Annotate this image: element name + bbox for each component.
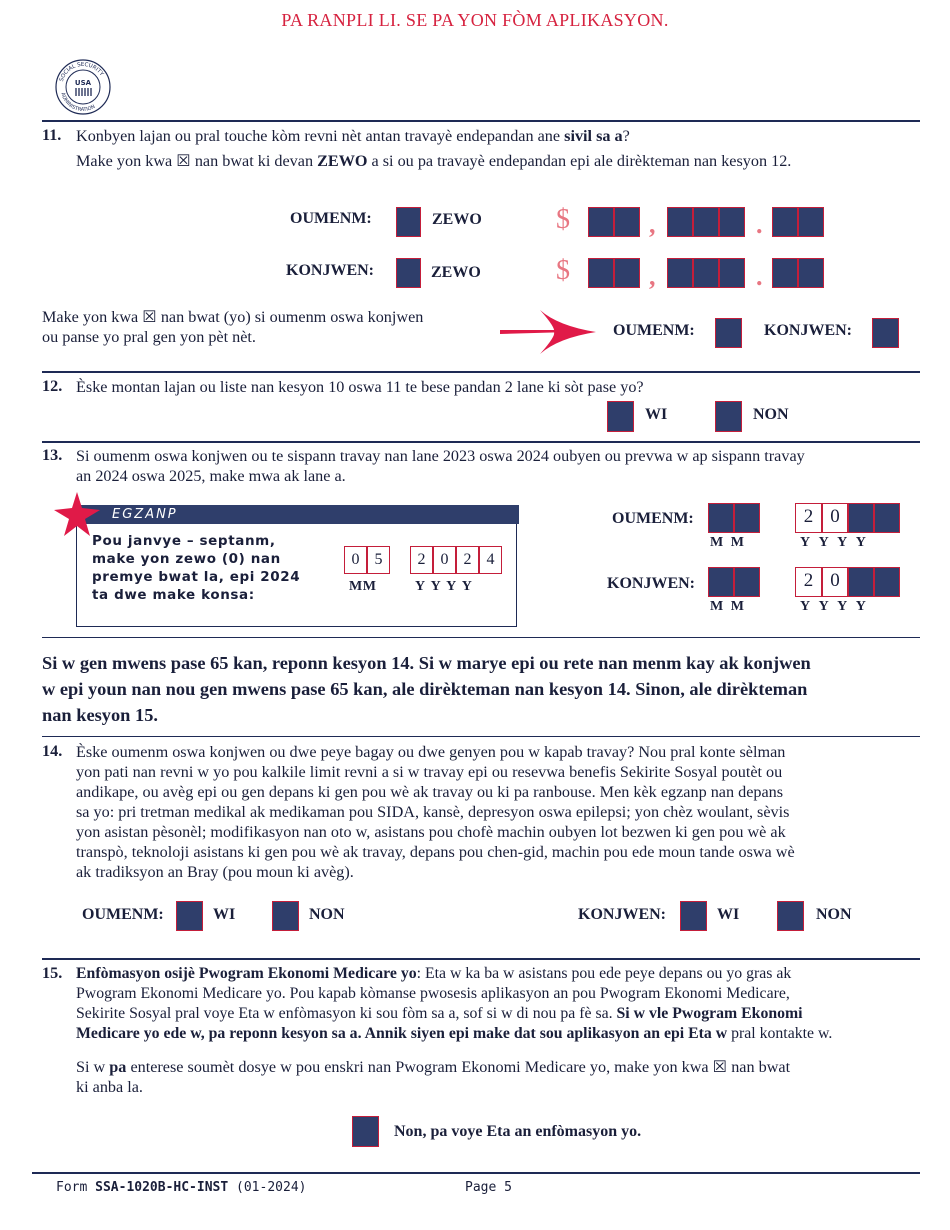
q15-opt-out-checkbox[interactable]: [352, 1116, 379, 1147]
oumenm-year-digit[interactable]: 0: [822, 503, 848, 533]
q14-oumenm-non-checkbox[interactable]: [272, 901, 299, 931]
mm-caption: M M: [710, 599, 745, 614]
oumenm-year-digit[interactable]: [848, 503, 874, 533]
q14-line: transpò, teknoloji asistans ki gen pou wè ak travay, depans pou chen-gid, machin pou ede moun tande oswa wè: [76, 843, 795, 861]
q14-line: Èske oumenm oswa konjwen ou dwe peye bagay ou dwe genyen pou w kapab travay? Nou pral konte sèlman: [76, 743, 786, 761]
q15-line: Medicare yo ede w, pa reponn kesyon sa a. Annik siyen epi make dat sou aplikasyon an epi Eta w pral kontakte w.: [76, 1025, 833, 1042]
divider: [42, 958, 920, 960]
konjwen-zewo-checkbox[interactable]: [396, 258, 421, 288]
q13-text-2: an 2024 oswa 2025, make mwa ak lane a.: [76, 467, 346, 485]
divider: [42, 441, 920, 443]
oumenm-label: OUMENM:: [612, 510, 694, 527]
example-year-digit: 4: [479, 546, 502, 574]
q14-number: 14.: [42, 742, 63, 760]
konjwen-label: KONJWEN:: [578, 906, 666, 923]
example-line: premye bwat la, epi 2024: [92, 569, 301, 585]
yyyy-caption: Y Y Y Y: [800, 535, 867, 550]
skip-instruction: [42, 650, 932, 728]
example-line: ta dwe make konsa:: [92, 587, 255, 603]
konjwen-year-digit[interactable]: [848, 567, 874, 597]
checkbox-x-icon: ☒: [712, 1058, 728, 1076]
q12-non-checkbox[interactable]: [715, 401, 742, 432]
oumenm-net-loss-checkbox[interactable]: [715, 318, 742, 348]
period-separator: .: [756, 210, 763, 239]
q15-number: 15.: [42, 964, 63, 982]
example-mm-caption: MM: [349, 579, 377, 594]
konjwen-amount-digit[interactable]: [719, 258, 745, 288]
q12-text: Èske montan lajan ou liste nan kesyon 10 oswa 11 te bese pandan 2 lane ki sòt pase yo?: [76, 378, 644, 396]
oumenm-zewo-checkbox[interactable]: [396, 207, 421, 237]
example-year-digit: 2: [410, 546, 433, 574]
divider: [42, 736, 920, 737]
oumenm-month-digit[interactable]: [708, 503, 734, 533]
oumenm-year-digit[interactable]: 2: [795, 503, 822, 533]
footer-page-number: Page 5: [465, 1180, 512, 1195]
svg-text:SOCIAL SECURITY: SOCIAL SECURITY: [58, 61, 105, 83]
oumenm-amount-digit[interactable]: [719, 207, 745, 237]
konjwen-amount-digit[interactable]: [693, 258, 719, 288]
example-line: make yon zewo (0) nan: [92, 551, 281, 567]
q14-line: yon asistan pèsonèl; modifikasyon nan oto w, asistans pou chofè machin oubyen lot bezwen ki gen pou wè ak: [76, 823, 786, 841]
konjwen-net-loss-checkbox[interactable]: [872, 318, 899, 348]
q14-line: yon pati nan revni w yo pou kalkile limit revni a si w travay epi ou resevwa benefis Sekirite Sosyal poutèt ou: [76, 763, 783, 781]
wi-label: WI: [645, 406, 668, 423]
oumenm-amount-digit[interactable]: [614, 207, 640, 237]
konjwen-amount-digit[interactable]: [772, 258, 798, 288]
q14-konjwen-wi-checkbox[interactable]: [680, 901, 707, 931]
q15-paragraph-2: [76, 1057, 790, 1097]
checkbox-x-icon: ☒: [142, 308, 157, 326]
q15-line: Pwogram Ekonomi Medicare yo. Pou kapab kòmanse pwosesis aplikasyon an pou Pwogram Ekonomi Medicare,: [76, 985, 790, 1002]
period-separator: .: [756, 262, 763, 291]
q14-line: sa yo: pri tretman medikal ak medikaman pou SIDA, kansè, depresyon oswa epilepsi; yon chèz woulant, sèvis: [76, 803, 790, 821]
non-label: NON: [816, 906, 852, 923]
konjwen-year-digit[interactable]: 2: [795, 567, 822, 597]
q14-text: [76, 742, 795, 882]
instruction-line: Si w gen mwens pase 65 kan, reponn kesyon 14. Si w marye epi ou rete nan menm kay ak konjwen: [42, 653, 811, 673]
q15-line: Si w pa enterese soumèt dosye w pou enskri nan Pwogram Ekonomi Medicare yo, make yon kwa ☒ nan bwat: [76, 1058, 791, 1076]
divider: [42, 120, 920, 122]
svg-text:ADMINISTRATION: ADMINISTRATION: [59, 92, 97, 114]
q11-text: Konbyen lajan ou pral touche kòm revni nèt antan travayè endepandan ane sivil sa a?: [76, 127, 630, 145]
arrow-right-icon: [498, 308, 598, 356]
konjwen-label: KONJWEN:: [607, 575, 695, 592]
oumenm-amount-digit[interactable]: [667, 207, 693, 237]
example-month-digit: 0: [344, 546, 367, 574]
oumenm-month-digit[interactable]: [734, 503, 760, 533]
svg-text:USA: USA: [74, 79, 92, 87]
example-text: [92, 532, 300, 604]
non-label: NON: [309, 906, 345, 923]
zewo-label: ZEWO: [432, 211, 482, 228]
instruction-line: w epi youn nan nou gen mwens pase 65 kan, ale dirèkteman nan kesyon 14. Sinon, ale dirèkteman: [42, 679, 808, 699]
divider: [42, 637, 920, 638]
checkbox-x-icon: ☒: [176, 152, 191, 170]
oumenm-year-digit[interactable]: [874, 503, 900, 533]
page-banner: PA RANPLI LI. SE PA YON FÒM APLIKASYON.: [281, 10, 669, 30]
q14-konjwen-non-checkbox[interactable]: [777, 901, 804, 931]
q15-text: [76, 964, 832, 1044]
zewo-label: ZEWO: [431, 264, 481, 281]
star-icon: [54, 492, 100, 536]
q12-wi-checkbox[interactable]: [607, 401, 634, 432]
dollar-sign: $: [556, 255, 570, 286]
oumenm-label: OUMENM:: [613, 322, 695, 339]
example-year-digit: 2: [456, 546, 479, 574]
wi-label: WI: [717, 906, 740, 923]
dollar-sign: $: [556, 204, 570, 235]
net-loss-text-2: ou panse yo pral gen yon pèt nèt.: [42, 328, 256, 346]
example-year-digit: 0: [433, 546, 456, 574]
konjwen-amount-digit[interactable]: [588, 258, 614, 288]
konjwen-amount-digit[interactable]: [667, 258, 693, 288]
q14-oumenm-wi-checkbox[interactable]: [176, 901, 203, 931]
q15-line: ki anba la.: [76, 1078, 143, 1096]
konjwen-label: KONJWEN:: [286, 262, 374, 279]
q15-line: Enfòmasyon osijè Pwogram Ekonomi Medicare yo: Eta w ka ba w asistans pou ede peye depans ou yo gras ak: [76, 965, 792, 982]
mm-caption: M M: [710, 535, 745, 550]
q14-line: andikape, ou avèg epi ou gen depans ki gen pou wè ak travay ou ki pa ranbouse. Men kèk egzanp nan depans: [76, 783, 784, 801]
example-title: EGZANP: [112, 507, 178, 522]
divider: [32, 1172, 920, 1174]
comma-separator: ,: [649, 262, 656, 291]
wi-label: WI: [213, 906, 236, 923]
q14-line: ak tradiksyon an Bray (pou moun ki avèg).: [76, 863, 354, 881]
example-month-digit: 5: [367, 546, 390, 574]
konjwen-month-digit[interactable]: [708, 567, 734, 597]
konjwen-month-digit[interactable]: [734, 567, 760, 597]
comma-separator: ,: [649, 210, 656, 239]
divider: [42, 371, 920, 373]
example-yyyy-caption: Y Y Y Y: [415, 579, 473, 594]
oumenm-amount-digit[interactable]: [798, 207, 824, 237]
q11-number: 11.: [42, 126, 62, 144]
konjwen-label: KONJWEN:: [764, 322, 852, 339]
konjwen-year-digit[interactable]: 0: [822, 567, 848, 597]
konjwen-year-digit[interactable]: [874, 567, 900, 597]
q15-opt-out-label: Non, pa voye Eta an enfòmasyon yo.: [394, 1123, 642, 1140]
example-line: Pou janvye – septanm,: [92, 533, 276, 549]
q12-number: 12.: [42, 377, 63, 395]
oumenm-label: OUMENM:: [82, 906, 164, 923]
oumenm-label: OUMENM:: [290, 210, 372, 227]
q13-number: 13.: [42, 446, 63, 464]
instruction-line: nan kesyon 15.: [42, 705, 159, 725]
q15-line: Sekirite Sosyal pral voye Eta w enfòmasyon ki sou fòm sa a, sof si w di nou pa fè sa. Si w vle Pwogram Ekonomi: [76, 1005, 803, 1022]
ssa-seal-logo: [54, 58, 112, 116]
oumenm-amount-digit[interactable]: [588, 207, 614, 237]
non-label: NON: [753, 406, 789, 423]
yyyy-caption: Y Y Y Y: [800, 599, 867, 614]
konjwen-amount-digit[interactable]: [798, 258, 824, 288]
q13-text-1: Si oumenm oswa konjwen ou te sispann travay nan lane 2023 oswa 2024 oubyen ou prevwa w ap sispann travay: [76, 447, 805, 465]
net-loss-text-1: Make yon kwa ☒ nan bwat (yo) si oumenm oswa konjwen: [42, 308, 424, 326]
q11-instruction: Make yon kwa ☒ nan bwat ki devan ZEWO a si ou pa travayè endepandan epi ale dirèkteman nan kesyon 12.: [76, 152, 792, 170]
footer-form-id: Form SSA-1020B-HC-INST (01-2024): [56, 1180, 307, 1195]
konjwen-amount-digit[interactable]: [614, 258, 640, 288]
oumenm-amount-digit[interactable]: [772, 207, 798, 237]
oumenm-amount-digit[interactable]: [693, 207, 719, 237]
